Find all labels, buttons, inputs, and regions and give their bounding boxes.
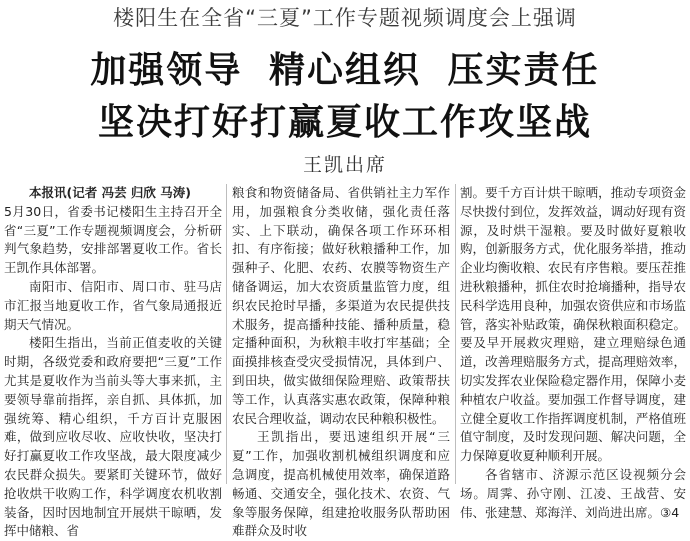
headline-phrase: 精心组织 xyxy=(268,50,421,91)
article-column-3 xyxy=(460,184,686,520)
article-kicker: 楼阳生在全省“三夏”工作专题视频调度会上强调 xyxy=(113,6,577,30)
article-paragraph: 各省辖市、济源示范区设视频分会场。周霁、孙守刚、江凌、王战营、安伟、张建慧、郑海洋、刘尚进出席。③4 xyxy=(460,466,686,520)
headline-line-1 xyxy=(0,42,690,93)
article-column-1 xyxy=(4,184,222,539)
article-paragraph: 王凯指出，要迅速组织开展“三夏”工作，加强收割机械组织调度和应急调度，提高机械使用效率，确保道路畅通、交通安全，强化技术、农资、气象等服务保障，组建抢收服务队帮助困难群众及时收 xyxy=(232,429,450,539)
article-paragraph: 楼阳生指出，当前正值麦收的关键时期，各级党委和政府要把“三夏”工作尤其是夏收作为当前头等大事来抓，主要领导靠前指挥，亲自抓、具体抓，加强统筹、精心组织，千方百计克服困难，做到应收尽收、应收快收，坚决打好打赢夏收工作攻坚战，最大限度减少农民群众损失。要紧盯关键环节，做好抢收烘干收购工作，科学调度农机收割装备，因时因地制宜开展烘干晾晒，发挥中储粮、省 xyxy=(4,335,222,539)
article-subtitle: 王凯出席 xyxy=(302,154,387,176)
article-paragraph xyxy=(4,184,222,203)
article-column-2 xyxy=(232,184,450,539)
column-divider xyxy=(226,184,227,484)
column-divider xyxy=(455,184,456,484)
headline-phrase: 压实责任 xyxy=(447,50,600,91)
article-paragraph: 割。要千方百计烘干晾晒，推动专项资金尽快拨付到位，发挥效益，调动好现有资源，及时烘干湿粮。要及时做好夏粮收购，创新服务方式，优化服务举措，推动企业均衡收粮、农民有序售粮。要压茬推进秋粮播种，抓住农时抢墒播种，指导农民科学选用良种，加强农资供应和市场监管，落实补贴政策，确保秋粮面积稳定。要及早开展救灾理赔，建立理赔绿色通道，改善理赔服务方式，提高理赔效率，切实发挥农业保险稳定器作用，保障小麦种植农户收益。要加强工作督导调度，建立健全夏收工作指挥调度机制，严格值班值守制度，及时发现问题、解决问题，全力保障夏收夏种顺利开展。 xyxy=(460,185,686,464)
headline-line-2: 坚决打好打赢夏收工作攻坚战 xyxy=(97,102,592,143)
article-paragraph: 5月30日，省委书记楼阳生主持召开全省“三夏”工作专题视频调度会，分析研判气象趋势，安排部署夏收工作。省长王凯作具体部署。 xyxy=(4,203,222,276)
article-paragraph: 南阳市、信阳市、周口市、驻马店市汇报当地夏收工作，省气象局通报近期天气情况。 xyxy=(4,278,222,332)
article-byline: 本报讯(记者 冯芸 归欣 马涛) xyxy=(29,185,191,200)
headline-phrase: 加强领导 xyxy=(90,50,243,91)
article-paragraph: 粮食和物资储备局、省供销社主力军作用，加强粮食分类收储，强化责任落实、上下联动，确保各项工作环环相扣、有序衔接；做好秋粮播种工作，加强种子、化肥、农药、农膜等物资生产储备调运，加大农资质量监管力度，组织农民抢时早播，多渠道为农民提供技术服务，提高播种技能、播种质量，稳定播种面积，为秋粮丰收打牢基础；全面摸排核查受灾受损情况，具体到户、到田块，做实做细保险理赔、政策帮扶等工作，认真落实惠农政策，保障种粮农民合理收益，调动农民种粮积极性。 xyxy=(232,185,450,426)
